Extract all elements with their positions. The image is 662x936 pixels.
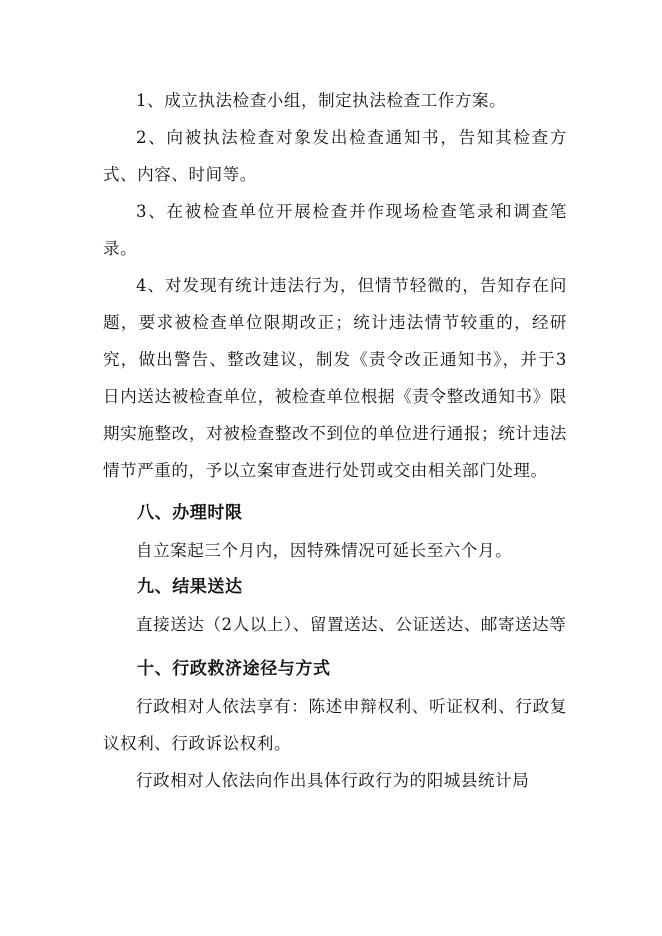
step-3-paragraph: 3、在被检查单位开展检查并作现场检查笔录和调查笔录。 xyxy=(103,202,567,258)
spacer xyxy=(103,643,567,651)
remedy-paragraph: 行政相对人依法向作出具体行政行为的阳城县统计局 xyxy=(136,771,530,790)
delivery-paragraph: 直接送达（2人以上）、留置送达、公证送达、邮寄送达等 xyxy=(136,615,567,634)
step-2-paragraph: 2、向被执法检查对象发出检查通知书，告知其检查方式、内容、时间等。 xyxy=(103,128,567,184)
step-4-paragraph: 4、对发现有统计违法行为，但情节轻微的，告知存在问题，要求被检查单位限期改正；统计违法情节较重的，经研究，做出警告、整改建议，制发《责令改正通知书》，并于3日内送达被检查单位，被检查单位根据《责令整改通知书》限期实施整改，对被检查整改不到位的单位进行通报；统计违法情节严重的，予以立案审查进行处罚或交由相关部门处理。 xyxy=(103,276,567,480)
document-body xyxy=(103,82,567,799)
section-8-heading: 八、办理时限 xyxy=(137,503,243,523)
time-limit-paragraph: 自立案起三个月内，因特殊情况可延长至六个月。 xyxy=(136,541,513,560)
step-1-paragraph: 1、成立执法检查小组，制定执法检查工作方案。 xyxy=(136,91,507,110)
rights-paragraph: 行政相对人依法享有：陈述申辩权利、听证权利、行政复议权利、行政诉讼权利。 xyxy=(103,697,567,753)
section-9-heading: 九、结果送达 xyxy=(137,577,243,597)
section-10-heading: 十、行政救济途径与方式 xyxy=(137,659,331,679)
